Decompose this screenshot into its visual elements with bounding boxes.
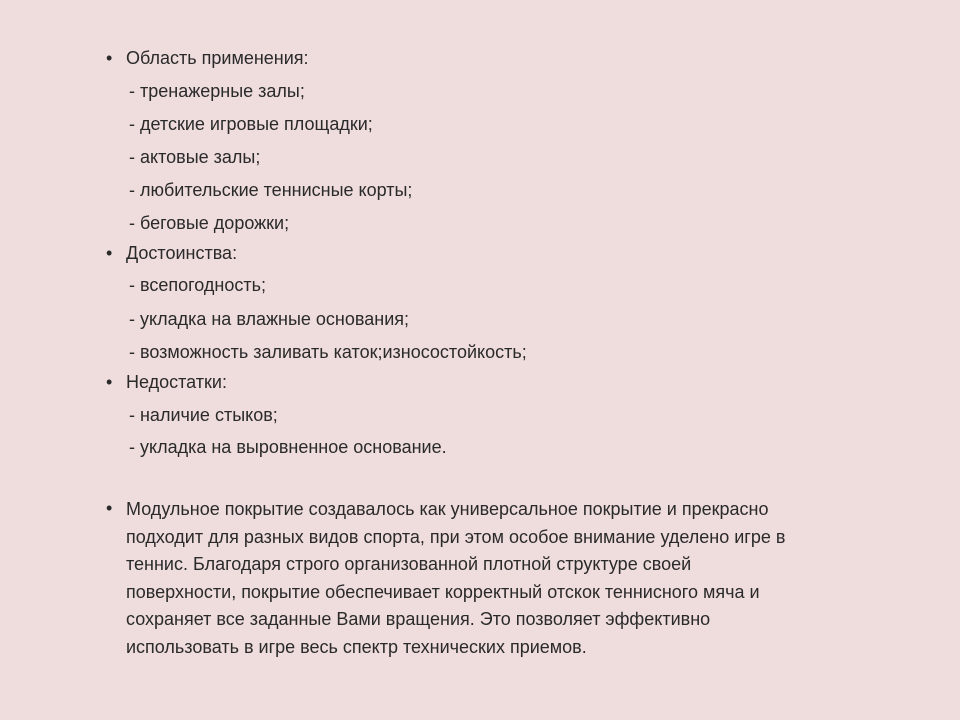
- list-item: - любительские теннисные корты;: [129, 180, 413, 200]
- list-item: - укладка на выровненное основание.: [129, 437, 447, 457]
- section-heading: Достоинства:: [126, 243, 238, 263]
- paragraph-line: теннис. Благодаря строго организованной плотной структуре своей: [126, 554, 692, 574]
- list-item: - беговые дорожки;: [129, 213, 290, 233]
- list-item: - укладка на влажные основания;: [129, 309, 409, 329]
- section-heading: Недостатки:: [126, 372, 227, 392]
- list-item: - возможность заливать каток;износостойкость;: [129, 342, 527, 362]
- bullet-dot-icon: •: [106, 243, 113, 263]
- paragraph-text: [126, 498, 916, 663]
- paragraph-line: поверхности, покрытие обеспечивает корректный отскок теннисного мяча и: [126, 581, 760, 602]
- list-item: - наличие стыков;: [129, 405, 278, 425]
- paragraph-line: использовать в игре весь спектр технических приемов.: [126, 636, 587, 657]
- list-item: - всепогодность;: [129, 275, 266, 295]
- paragraph-line: сохраняет все заданные Вами вращения. Это позволяет эффективно: [126, 609, 711, 629]
- paragraph-line: подходит для разных видов спорта, при этом особое внимание уделено игре в: [126, 526, 786, 547]
- bullet-dot-icon: •: [106, 498, 113, 518]
- list-item: - детские игровые площадки;: [129, 114, 373, 134]
- list-item: - тренажерные залы;: [129, 81, 305, 101]
- bullet-dot-icon: •: [106, 48, 113, 68]
- list-item: - актовые залы;: [129, 147, 261, 167]
- paragraph-line: Модульное покрытие создавалось как универсальное покрытие и прекрасно: [126, 499, 769, 519]
- section-heading: Область применения:: [126, 48, 309, 68]
- bullet-dot-icon: •: [106, 372, 113, 392]
